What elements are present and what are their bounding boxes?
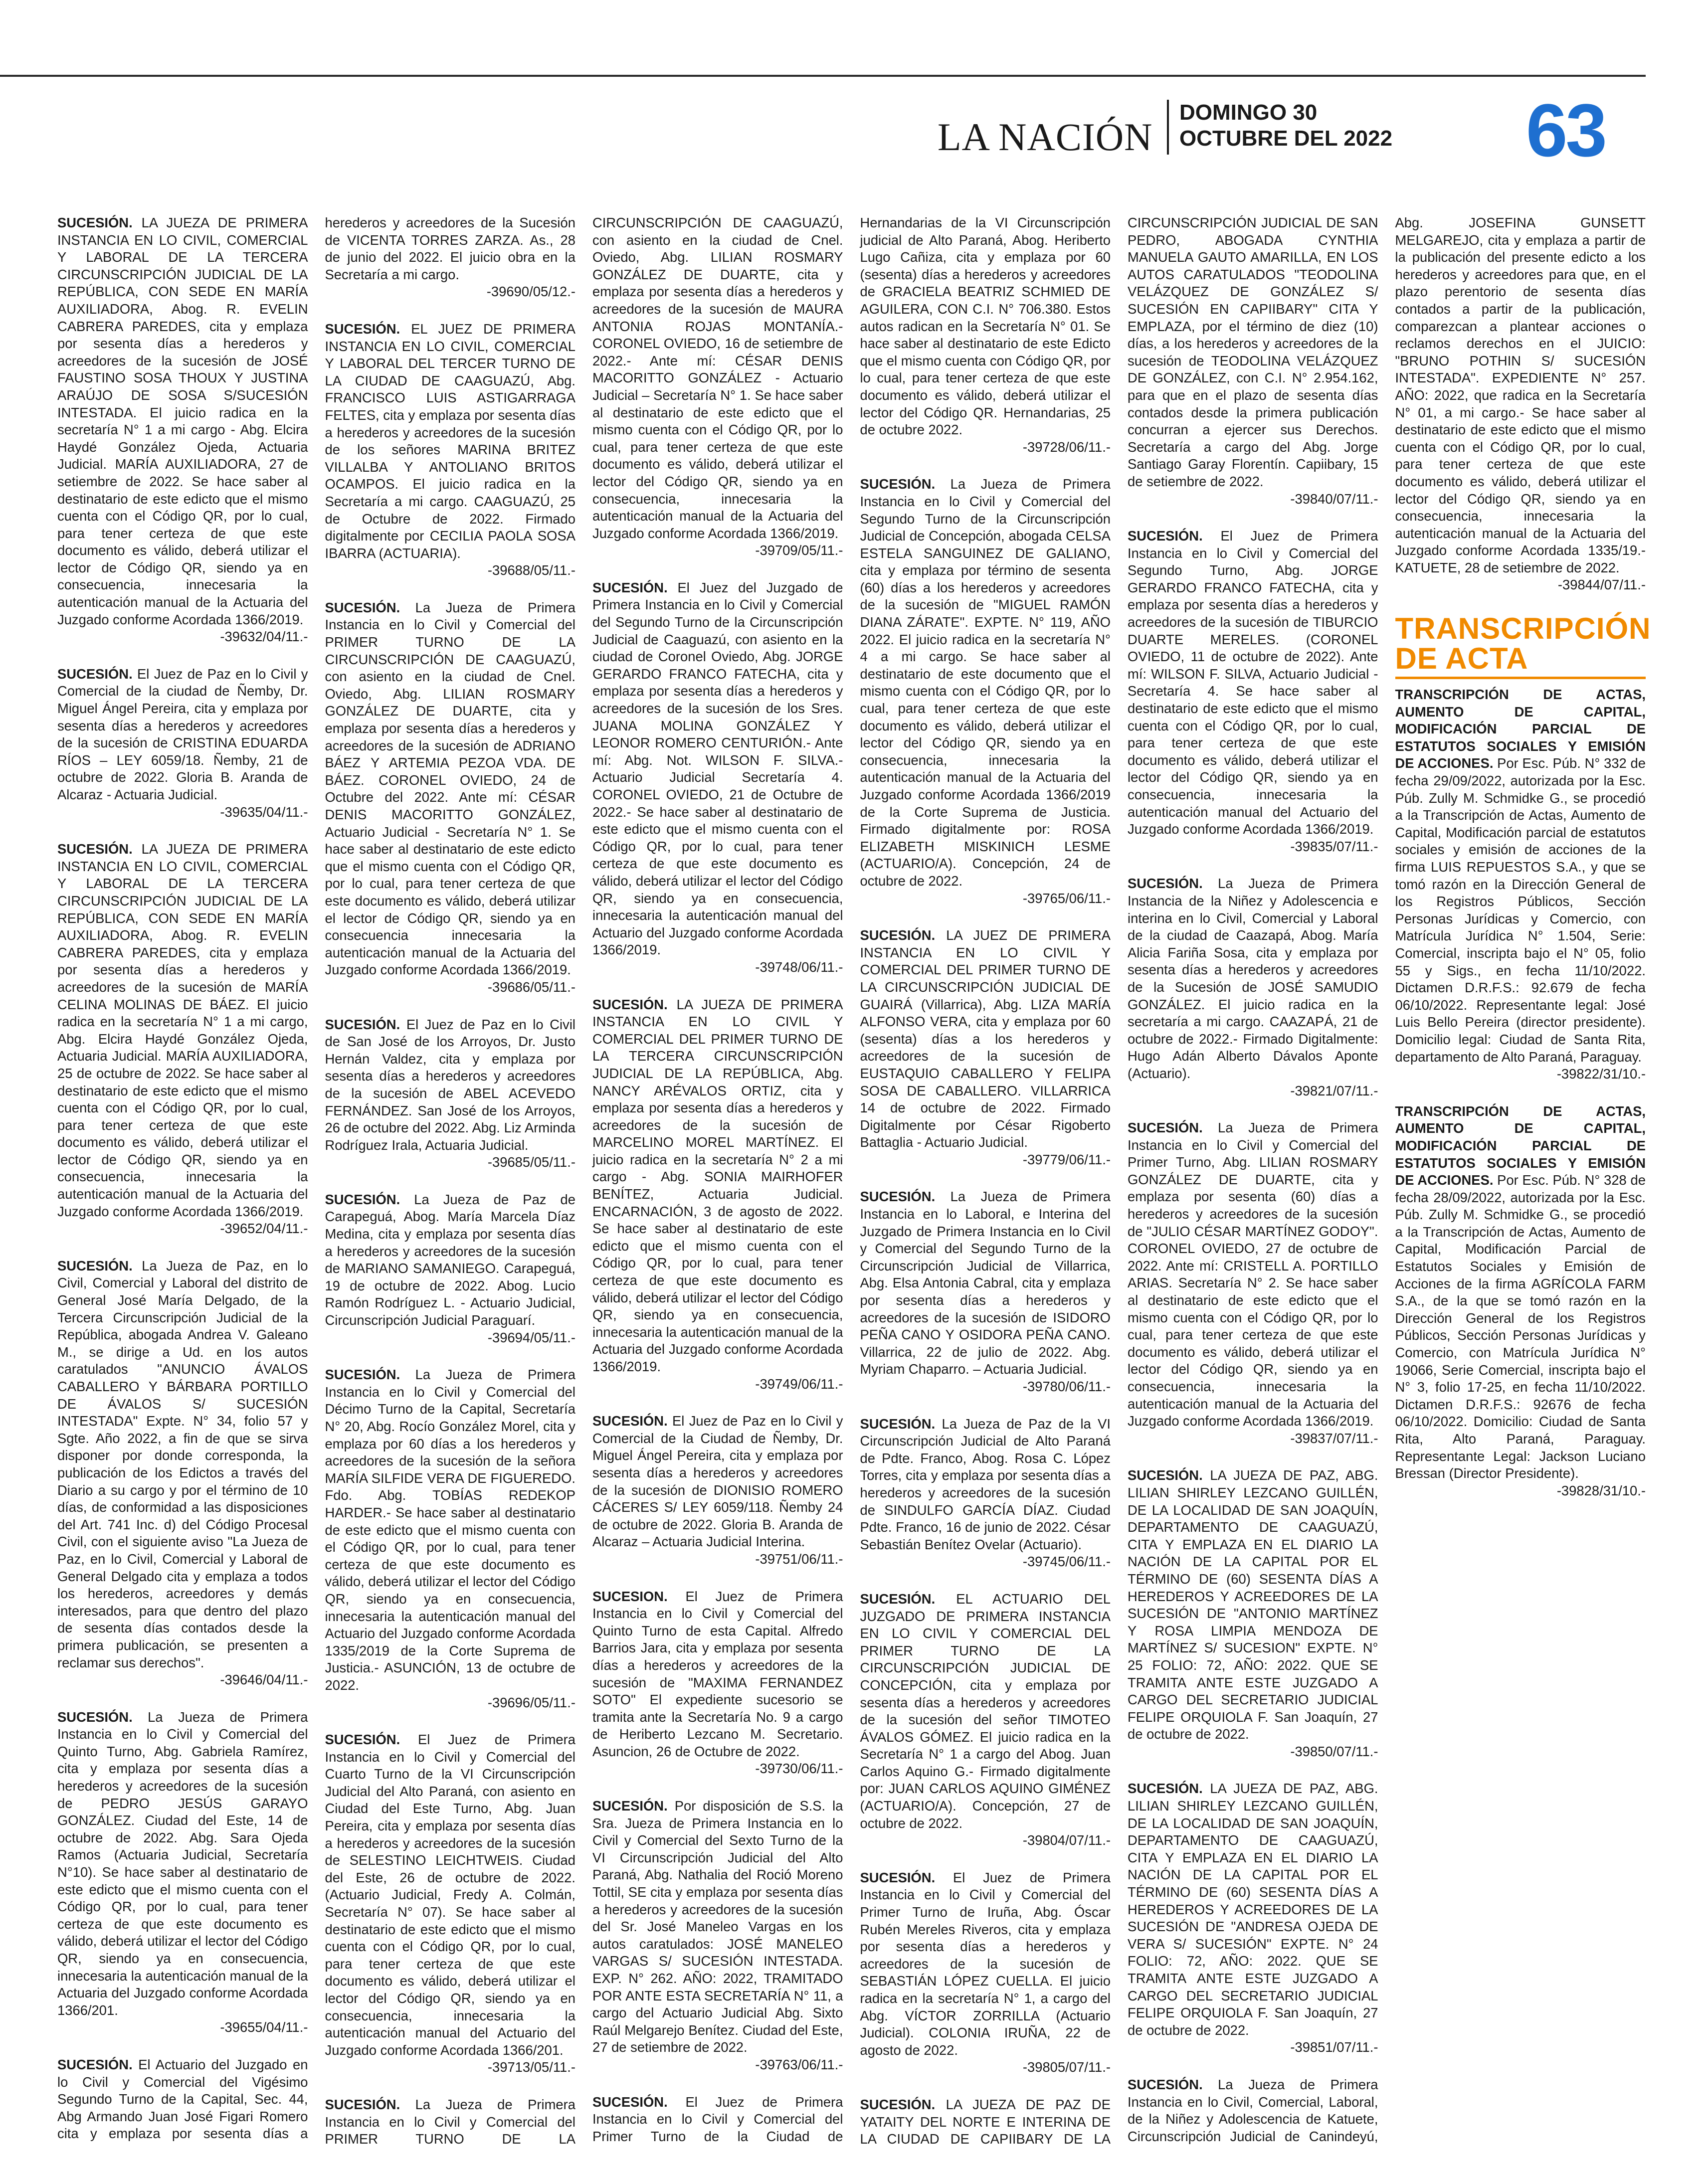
- notice-reference: -39837/07/11.-: [1290, 1430, 1378, 1446]
- notice-body: Por disposición de S.S. la Sra. Jueza de Primera Instancia en lo Civil y Comercial del Sexto Turno de la VI Circunscripción Judicial del Alto Paraná, Abg. Nathalia del Roció Moreno Tottil, SE cita y emplaza por sesenta días a herederos y acreedores de la sucesión del Sr. José Maneleo Vargas en los autos caratulados: JOSÉ MANELEO VARGAS S/ SUCESIÓN INTESTADA. EXP. N° 262. AÑO: 2022, TRAMITADO POR ANTE ESTA SECRETARÍA N° 11, a cargo del Actuario Judicial Abg. Sixto Raúl Melgarejo Benítez. Ciudad del Este, 27 de setiembre de 2022.: [592, 1798, 843, 2055]
- notice-reference: -39632/04/11.-: [220, 629, 308, 645]
- date-block: [1179, 100, 1392, 152]
- notice-body: LA JUEZ DE PRIMERA INSTANCIA EN LO CIVIL Y COMERCIAL DEL PRIMER TURNO DE LA CIRCUNSCRIPCIÓN JUDICIAL DE GUAIRÁ (Villarrica), Abg. LIZA MARÍA ALFONSO VERA, cita y emplaza por 60 (sesenta) días a los herederos y acreedores de la sucesión de EUSTAQUIO CABALLERO Y FELIPA SOSA DE CABALLERO. VILLARRICA 14 de octubre de 2022. Firmado Digitalmente por César Rigoberto Battaglia - Actuario Judicial.: [860, 927, 1111, 1150]
- notice-body: EL JUEZ DE PRIMERA INSTANCIA EN LO CIVIL, COMERCIAL Y LABORAL DEL TERCER TURNO DE LA CIUDAD DE CAAGUAZÚ, Abg. FRANCISCO LUIS ASTIGARRAGA FELTES, cita y emplaza por sesenta días a herederos y acreedores de la sucesión de los señores MARINA BRITEZ VILLALBA Y ANTOLIANO BRITOS OCAMPOS. El juicio radica en la Secretaría a mi cargo. CAAGUAZÚ, 25 de Octubre de 2022. Firmado digitalmente por CECILIA PAOLA SOSA IBARRA (ACTUARIA).: [325, 321, 575, 561]
- notice-reference: -39730/06/11.-: [755, 1761, 843, 1777]
- notice-body: La Jueza de Primera Instancia en lo Civil y Comercial del Quinto Turno, Abg. Gabriela Ramírez, cita y emplaza por sesenta días a herederos y acreedores de la sucesión de PEDRO JESÚS GARAYO GONZÁLEZ. Ciudad del Este, 14 de octubre de 2022. Abg. Sara Ojeda Ramos (Actuaria Judicial, Secretaría N°10). Se hace saber al destinatario de este edicto que el mismo cuenta con el Código QR, por lo cual, para tener certeza de que este documento es válido, deberá utilizar el lector del Código QR, siendo ya en consecuencia, innecesaria la autenticación manual de la Actuaria del Juzgado conforme Acordada 1366/201.: [57, 1709, 308, 2018]
- page-number: 63: [1526, 88, 1605, 172]
- notices-notice: [57, 1258, 308, 1689]
- page-header: [938, 88, 1651, 172]
- notice-heading: SUCESIÓN.: [57, 215, 133, 230]
- notice-heading: SUCESIÓN.: [860, 1591, 936, 1607]
- notice-heading: SUCESIÓN.: [860, 1869, 936, 1885]
- notice-heading: SUCESIÓN.: [57, 841, 133, 857]
- notices-notice: [592, 996, 843, 1393]
- notice-body: El Juez de Primera Instancia en lo Civil y Comercial del Cuarto Turno de la VI Circunscripción Judicial del Alto Paraná, con asiento en Ciudad del Este Turno, Abg. Juan Pereira, cita y emplaza por sesenta días a herederos y acreedores de la sucesión de SELESTINO LEICHTWEIS. Ciudad del Este, 26 de octubre de 2022. (Actuario Judicial, Fredy A. Colmán, Secretaría N° 07). Se hace saber al destinatario de este edicto que el mismo cuenta con el Código QR, por lo cual, para tener certeza de que este documento es válido, deberá utilizar el lector del Código QR, siendo ya en consecuencia, innecesaria la autenticación manual del Actuario del Juzgado conforme Acordada 1366/201.: [325, 1732, 575, 2058]
- notice-body: La Jueza de Primera Instancia de la Niñez y Adolescencia e interina en lo Civil, Comercial y Laboral de la ciudad de Caazapá, Abog. María Alicia Fariña Sosa, cita y emplaza por sesenta días a herederos y acreedores de la Sucesión de JOSÉ SAMUDIO GONZÁLEZ. El juicio radica en la secretaría a mi cargo. CAAZAPÁ, 21 de octubre de 2022.- Firmado Digitalmente: Hugo Adán Alberto Dávalos Aponte (Actuario).: [1128, 876, 1378, 1081]
- notice-reference: -39828/31/10.-: [1556, 1482, 1646, 1498]
- notice-heading: SUCESIÓN.: [592, 579, 668, 595]
- notices-notice: [592, 1798, 843, 2074]
- notice-heading: SUCESIÓN.: [592, 2094, 668, 2110]
- notice-reference: -39804/07/11.-: [1022, 1832, 1111, 1848]
- notice-reference: -39822/31/10.-: [1556, 1066, 1646, 1082]
- notice-heading: SUCESIÓN.: [57, 1258, 133, 1273]
- notice-heading: SUCESIÓN.: [1128, 2076, 1203, 2092]
- notice-body: La Jueza de Paz de Carapeguá, Abog. María Marcela Díaz Medina, cita y emplaza por sesenta días a herederos y acreedores de la sucesión de MARIANO SAMANIEGO. Carapeguá, 19 de octubre de 2022. Abog. Lucio Ramón Rodríguez L. - Actuario Judicial, Circunscripción Judicial Paraguarí.: [325, 1191, 575, 1328]
- notice-body: El Juez de Primera Instancia en lo Civil y Comercial del Primer Turno de la Ciudad de Hernandarias de la VI Circunscripción judicial de Alto Paraná, Abog. Heriberto Lugo Cañiza, cita y emplaza por 60 (sesenta) días a herederos y acreedores de GRACIELA BEATRIZ SCHMIED DE AGUILERA, CON C.I. N° 706.380. Estos autos radican en la Secretaría N° 01. Se hace saber al destinatario de este Edicto que el mismo cuenta con Código QR, por lo cual, para tener certeza de que este documento es válido, deberá utilizar el lector del Código QR. Hernandarias, 25 de octubre 2022.: [592, 215, 1111, 2144]
- notices-notice: [860, 1416, 1111, 1571]
- notice-reference: -39688/05/11.-: [487, 562, 575, 578]
- notice-heading: SUCESIÓN.: [860, 2096, 936, 2112]
- notice-reference: -39686/05/11.-: [487, 979, 575, 995]
- notice-body: LA JUEZA DE PRIMERA INSTANCIA EN LO CIVIL, COMERCIAL Y LABORAL DE LA TERCERA CIRCUNSCRIPCIÓN JUDICIAL DE LA REPÚBLICA, CON SEDE EN MARÍA AUXILIADORA, Abog. R. EVELIN CABRERA PAREDES, cita y emplaza por sesenta días a herederos y acreedores de la sucesión de JOSÉ FAUSTINO SOSA THOUX Y JUSTINA ARAÚJO DE SOSA S/SUCESIÓN INTESTADA. El juicio radica en la secretaría N° 1 a mi cargo - Abg. Elcira Haydé González Ojeda, Actuaria Judicial. MARÍA AUXILIADORA, 27 de setiembre de 2022. Se hace saber al destinatario de este edicto que el mismo cuenta con el Código QR, por lo cual, para tener certeza de que este documento es válido, deberá utilizar el lector de Código QR, siendo ya en consecuencia, innecesaria la autenticación manual de la Actuaria del Juzgado conforme Acordada 1366/2019.: [57, 215, 308, 627]
- notices-notice: [1128, 875, 1378, 1099]
- notice-reference: -39751/06/11.-: [755, 1551, 843, 1567]
- notices-notice: [860, 1869, 1111, 2076]
- notices-notice: [325, 1366, 576, 1711]
- notice-heading: SUCESIÓN.: [325, 1016, 400, 1032]
- notice-reference: -39696/05/11.-: [487, 1694, 575, 1710]
- notice-heading: SUCESIÓN.: [1128, 876, 1203, 892]
- notice-reference: -39850/07/11.-: [1290, 1743, 1378, 1759]
- notices-notice: [325, 1191, 576, 1346]
- notice-heading: SUCESIÓN.: [325, 1732, 400, 1748]
- notice-reference: -39690/05/12.-: [486, 284, 575, 300]
- notice-reference: -39765/06/11.-: [1022, 890, 1111, 906]
- notice-reference: -39835/07/11.-: [1290, 838, 1378, 854]
- notice-heading: SUCESIÓN.: [57, 1709, 133, 1725]
- notices-notice: [860, 1188, 1111, 1395]
- notice-reference: -39851/07/11.-: [1290, 2039, 1378, 2055]
- notice-heading: TRANSCRIPCIÓN DE ACTAS, AUMENTO DE CAPITAL, MODIFICACIÓN PARCIAL DE ESTATUTOS SOCIALES Y EMISIÓN DE ACCIONES.: [1395, 687, 1646, 771]
- actas-notice: [1395, 1103, 1646, 1500]
- notices-notice: [325, 599, 576, 996]
- notice-body: EL ACTUARIO DEL JUZGADO DE PRIMERA INSTANCIA EN LO CIVIL Y COMERCIAL DEL PRIMER TURNO DE LA CIRCUNSCRIPCIÓN JUDICIAL DE CONCEPCIÓN, cita y emplaza por sesenta días a herederos y acreedores de la sucesión del señor TIMOTEO ÁVALOS GÓMEZ. El juicio radica en la Secretaría N° 1 a cargo del Abog. Juan Carlos Aquino G.- Firmado digitalmente por: JUAN CARLOS AQUINO GIMÉNEZ (ACTUARIO/A). Concepción, 27 de octubre de 2022.: [860, 1591, 1111, 1831]
- notice-heading: SUCESIÓN.: [325, 1191, 400, 1207]
- notices-notice: [325, 321, 576, 579]
- notice-body: El Juez de Primera Instancia en lo Civil y Comercial del Segundo Turno, Abg. JORGE GERARDO FRANCO FATECHA, cita y emplaza por sesenta días a herederos y acreedores de la sucesión de TIBURCIO DUARTE MERELES. (CORONEL OVIEDO, 11 de octubre de 2022). Ante mí: WILSON F. SILVA, Actuario Judicial - Secretaría 4. Se hace saber al destinatario de este edicto que el mismo cuenta con el Código QR, por lo cual, para tener certeza de que este documento es válido, deberá utilizar el lector del Código QR, siendo ya en consecuencia, innecesaria la autenticación manual del Actuario del Juzgado conforme Acordada 1366/2019.: [1128, 528, 1378, 837]
- notice-body: LA JUEZA DE PAZ, ABG. LILIAN SHIRLEY LEZCANO GUILLÉN, DE LA LOCALIDAD DE SAN JOAQUÍN, DEPARTAMENTO DE CAAGUAZÚ, CITA Y EMPLAZA EN EL DIARIO LA NACIÓN DE LA CAPITAL POR EL TÉRMINO DE (60) SESENTA DÍAS A HEREDEROS Y ACREEDORES DE LA SUCESIÓN DE "ANDRESA OJEDA DE VERA S/ SUCESIÓN" EXPTE. N° 24 FOLIO: 72, AÑO: 2022. QUE SE TRAMITA ANTE ESTE JUZGADO A CARGO DEL SECRETARIO JUDICIAL FELIPE ORQUIOLA F. San Joaquín, 27 de octubre de 2022.: [1128, 1781, 1378, 2038]
- notice-reference: -39844/07/11.-: [1557, 577, 1646, 593]
- notices-notice: [592, 1413, 843, 1568]
- notices-notice: [1128, 528, 1378, 855]
- notices-notice: [57, 841, 308, 1238]
- notice-body: El Juez de Primera Instancia en lo Civil y Comercial del Quinto Turno de esta Capital. Alfredo Barrios Jara, cita y emplaza por sesenta días a herederos y acreedores de la sucesión de "MAXIMA FERNANDEZ SOTO" El expediente sucesorio se tramita ante la Secretaría No. 9 a cargo de Heriberto Lezcano M. Secretario. Asuncion, 26 de Octubre de 2022.: [592, 1588, 843, 1759]
- notice-heading: SUCESIÓN.: [592, 996, 668, 1012]
- notice-heading: SUCESION.: [592, 1588, 668, 1604]
- notices-notice: [57, 1709, 308, 2036]
- notice-body: El Actuario del Juzgado en lo Civil y Comercial del Vigésimo Segundo Turno de la Capital, Sec. 44, Abg Armando Juan José Figari Romero cita y emplaza por sesenta días a herederos y acreedores de la Sucesión de VICENTA TORRES ZARZA. As., 28 de junio del 2022. El juicio obra en la Secretaría a mi cargo.: [57, 215, 575, 2142]
- notice-body: La Jueza de Primera Instancia en lo Civil y Comercial del PRIMER TURNO DE LA CIRCUNSCRIPCIÓN DE CAAGUAZÚ, con asiento en la ciudad de Cnel. Oviedo, Abg. LILIAN ROSMARY GONZÁLEZ DE DUARTE, cita y emplaza por sesenta días a herederos y acreedores de la sucesión de ADRIANO BÁEZ Y ARTEMIA PEZOA VDA. DE BÁEZ. CORONEL OVIEDO, 24 de Octubre del 2022. Ante mí: CÉSAR DENIS MACORITTO GONZÁLEZ, Actuario Judicial - Secretaría N° 1. Se hace saber al destinatario de este edicto que el mismo cuenta con el Código QR, por lo cual, para tener certeza de que este documento es válido, deberá utilizar el lector de Código QR, siendo ya en consecuencia innecesaria la autenticación manual de la Actuaria del Juzgado conforme Acordada 1366/2019.: [325, 599, 575, 978]
- notice-body: El Juez de Paz en lo Civil y Comercial de la Ciudad de Ñemby, Dr. Miguel Ángel Pereira, cita y emplaza por sesenta días a herederos y acreedores de la sucesión de DIONISIO ROMERO CÁCERES S/ LEY 6059/118. Ñemby 24 de octubre de 2022. Gloria B. Aranda de Alcaraz – Actuaria Judicial Interina.: [592, 1413, 843, 1550]
- notice-reference: -39646/04/11.-: [220, 1672, 308, 1688]
- header-rule: [0, 75, 1646, 77]
- notices-notice: [325, 1731, 576, 2076]
- classifieds-columns: [57, 214, 1651, 2159]
- section-title: TRANSCRIPCIÓN DE ACTA: [1395, 614, 1646, 679]
- notice-heading: SUCESIÓN.: [57, 666, 133, 682]
- notice-heading: SUCESIÓN.: [325, 321, 400, 337]
- notices-notice: [1128, 1467, 1378, 1760]
- notices-notice: [1128, 1119, 1378, 1447]
- notice-reference: -39685/05/11.-: [487, 1154, 575, 1170]
- notice-reference: -39763/06/11.-: [755, 2056, 843, 2072]
- date-line-2: OCTUBRE DEL 2022: [1179, 126, 1393, 151]
- notice-body: LA JUEZA DE PRIMERA INSTANCIA EN LO CIVIL Y COMERCIAL DEL PRIMER TURNO DE LA TERCERA CIRCUNSCRIPCIÓN JUDICIAL DE LA REPÚBLICA, Abg. NANCY ARÉVALOS ORTIZ, cita y emplaza por sesenta días a herederos y acreedores de la sucesión de MARCELINO MOREL MARTÍNEZ. El juicio radica en la secretaría N° 2 a mi cargo - Abg. SONIA MAIRHOFER BENÍTEZ, Actuaria Judicial. ENCARNACIÓN, 3 de agosto de 2022. Se hace saber al destinatario de este edicto que el mismo cuenta con el Código QR, por lo cual, para tener certeza de que este documento es válido, deberá utilizar el lector del Código QR, siendo ya en consecuencia, innecesaria la autenticación manual de la Actuaria del Juzgado conforme Acordada 1366/2019.: [592, 996, 843, 1374]
- notice-body: La Jueza de Primera Instancia en lo Civil y Comercial del Primer Turno, Abg. LILIAN ROSMARY GONZÁLEZ DE DUARTE, cita y emplaza por sesenta (60) días a herederos y acreedores de la sucesión de "JULIO CÉSAR MARTÍNEZ GODOY". CORONEL OVIEDO, 27 de octubre de 2022. Ante mí: CRISTELL A. PORTILLO ARIAS. Secretaría N° 2. Se hace saber al destinatario de este edicto que el mismo cuenta con el Código QR, por lo cual, para tener certeza de que este documento es válido, deberá utilizar el lector del Código QR, siendo ya en consecuencia, innecesaria la autenticación manual de la Actuaria del Juzgado conforme Acordada 1366/2019.: [1128, 1120, 1378, 1429]
- notice-body: La Jueza de Paz, en lo Civil, Comercial y Laboral del distrito de General José María Delgado, de la Tercera Circunscripción Judicial de la República, abogada Andrea V. Galeano M., se dirige a Ud. en los autos caratulados "ANUNCIO ÁVALOS CABALLERO Y BÁRBARA PORTILLO DE ÁVALOS S/ SUCESIÓN INTESTADA" Expte. N° 34, folio 57 y Sgte. Año 2022, a fin de que se sirva disponer por donde corresponda, la publicación de los Edictos a través del Diario a su cargo y por el término de 10 días, de conformidad a las disposiciones del Art. 741 Inc. d) del Código Procesal Civil, con el siguiente aviso "La Jueza de Paz, en lo Civil, Comercial y Laboral de General Delgado cita y emplaza a todos los herederos, acreedores y demás interesados, para que dentro del plazo de sesenta días contados desde la primera publicación, se presenten a reclamar sus derechos".: [57, 1258, 308, 1670]
- notice-reference: -39635/04/11.-: [220, 804, 308, 820]
- notices-notice: [57, 666, 308, 821]
- notice-heading: SUCESIÓN.: [1128, 528, 1203, 544]
- header-divider: [1167, 100, 1169, 155]
- masthead: LA NACIÓN: [938, 115, 1153, 159]
- actas-notice: [1395, 686, 1646, 1083]
- notice-heading: TRANSCRIPCIÓN DE ACTAS, AUMENTO DE CAPITAL, MODIFICACIÓN PARCIAL DE ESTATUTOS SOCIALES Y EMISIÓN DE ACCIONES.: [1395, 1103, 1646, 1188]
- notice-reference: -39749/06/11.-: [755, 1376, 843, 1392]
- notice-heading: SUCESIÓN.: [325, 599, 400, 615]
- notices-notice: [860, 476, 1111, 907]
- notice-reference: -39655/04/11.-: [220, 2019, 308, 2035]
- notice-body: La Jueza de Primera Instancia en lo Laboral, e Interina del Juzgado de Primera Instancia en lo Civil y Comercial del Segundo Turno de la Circunscripción Judicial de Villarrica, Abg. Elsa Antonia Cabral, cita y emplaza por sesenta días a herederos y acreedores de la sucesión de ISIDORO PEÑA CANO Y OSIDORA PEÑA CANO. Villarrica, 22 de julio de 2022. Abg. Myriam Chaparro. – Actuaria Judicial.: [860, 1189, 1111, 1377]
- notice-heading: SUCESIÓN.: [860, 476, 936, 492]
- notice-reference: -39652/04/11.-: [220, 1221, 308, 1237]
- date-line-1: DOMINGO 30: [1179, 100, 1318, 125]
- notice-body: La Jueza de Primera Instancia en lo Civil, Comercial, Laboral, de la Niñez y Adolescencia de Katuete, Circunscripción Judicial de Canindeyú, Abg. JOSEFINA GUNSETT MELGAREJO, cita y emplaza a partir de la publicación del presente edicto a los herederos y acreedores para que, en el plazo perentorio de sesenta días contados a partir de la publicación, comparezcan a plantear acciones o reclamos derechos en el JUICIO: "BRUNO POTHIN S/ SUCESIÓN INTESTADA". EXPEDIENTE N° 257. AÑO: 2022, que radica en la Secretaría N° 01, a mi cargo.- Se hace saber al destinatario de este edicto que el mismo cuenta con el Código QR, por lo cual, para tener certeza de que este documento es válido, deberá utilizar el lector del Código QR, siendo ya en consecuencia, innecesaria la autenticación manual de la Actuaria del Juzgado conforme Acordada 1335/19.- KATUETE, 28 de setiembre de 2022.: [1128, 215, 1646, 2144]
- notices-notice: [860, 1591, 1111, 1849]
- notice-body: LA JUEZA DE PAZ DE YATAITY DEL NORTE E INTERINA DE LA CIUDAD DE CAPIIBARY DE LA CIRCUNSCRIPCIÓN JUDICIAL DE SAN PEDRO, ABOGADA CYNTHIA MANUELA GAUTO AMARILLA, EN LOS AUTOS CARATULADOS "TEODOLINA VELÁZQUEZ DE GONZÁLEZ S/ SUCESIÓN EN CAPIIBARY" CITA Y EMPLAZA, por el término de diez (10) días, a los herederos y acreedores de la sucesión de TEODOLINA VELÁZQUEZ DE GONZÁLEZ, con C.I. N° 2.954.162, para que en el plazo de sesenta días contados desde la primera publicación concurran a ejercer sus Derechos. Secretaría a cargo del Abg. Jorge Santiago Garay Florentín. Capiibary, 15 de setiembre de 2022.: [860, 215, 1378, 2147]
- notice-body: El Juez de Primera Instancia en lo Civil y Comercial del Primer Turno de Iruña, Abg. Óscar Rubén Mereles Riveros, cita y emplaza por sesenta días a herederos y acreedores de la sucesión de SEBASTIÁN LÓPEZ CUELLA. El juicio radica en la secretaría N° 1, a cargo del Abg. VÍCTOR ZORRILLA (Actuario Judicial). COLONIA IRUÑA, 22 de agosto de 2022.: [860, 1869, 1111, 2058]
- notice-heading: SUCESIÓN.: [1128, 1120, 1203, 1136]
- notice-heading: SUCESIÓN.: [57, 2056, 133, 2072]
- notices-notice: [1128, 1780, 1378, 2056]
- notice-reference: -39779/06/11.-: [1022, 1151, 1111, 1167]
- notice-reference: -39745/06/11.-: [1022, 1554, 1111, 1570]
- notice-body: La Jueza de Primera Instancia en lo Civil y Comercial del Segundo Turno de la Circunscripción Judicial de Concepción, abogada CELSA ESTELA SANGUINEZ DE GALIANO, cita y emplaza por término de sesenta (60) días a los herederos y acreedores de la sucesión de "MIGUEL RAMÓN DIANA ZÁRATE". EXPTE. N° 119, AÑO 2022. El juicio radica en la secretaría N° 4 a mi cargo. Se hace saber al destinatario de este documento que el mismo cuenta con el Código QR, por lo cual, para tener certeza de que este documento es válido, deberá utilizar el lector del Código QR, siendo ya en consecuencia, innecesaria la autenticación manual de la Actuaria del Juzgado conforme Acordada 1366/2019 de la Corte Suprema de Justicia. Firmado digitalmente por: ROSA ELIZABETH MISKINICH LESME (ACTUARIO/A). Concepción, 24 de octubre de 2022.: [860, 476, 1111, 889]
- notice-body: La Jueza de Paz de la VI Circunscripción Judicial de Alto Paraná de Pdte. Franco, Abog. Rosa C. López Torres, cita y emplaza por sesenta días a herederos y acreedores de la sucesión de SINDULFO GARCÍA DÍAZ. Ciudad Pdte. Franco, 16 de junio de 2022. César Sebastián Benítez Ovelar (Actuario).: [860, 1416, 1111, 1552]
- notice-heading: SUCESIÓN.: [592, 1413, 668, 1429]
- notices-notice: [325, 1016, 576, 1171]
- notice-heading: SUCESIÓN.: [860, 1416, 936, 1432]
- notice-reference: -39709/05/11.-: [755, 543, 843, 558]
- notice-body: El Juez del Juzgado de Primera Instancia en lo Civil y Comercial del Segundo Turno de la Circunscripción Judicial de Caaguazú, con asiento en la ciudad de Coronel Oviedo, Abg. JORGE GERARDO FRANCO FATECHA, cita y emplaza por sesenta días a herederos y acreedores de la sucesión de los Sres. JUANA MOLINA GONZÁLEZ Y LEONOR ROMERO CENTURIÓN.- Ante mí: Abg. Not. WILSON F. SILVA.- Actuario Judicial Secretaría 4. CORONEL OVIEDO, 21 de Octubre de 2022.- Se hace saber al destinatario de este edicto que el mismo cuenta con el Código QR, por lo cual, para tener certeza de que este documento es válido, deberá utilizar el lector del Código QR, siendo ya en consecuencia, innecesaria la autenticación manual del Actuario del Juzgado conforme Acordada 1366/2019.: [592, 579, 843, 958]
- notice-heading: SUCESIÓN.: [1128, 1467, 1203, 1483]
- notice-body: LA JUEZA DE PRIMERA INSTANCIA EN LO CIVIL, COMERCIAL Y LABORAL DE LA TERCERA CIRCUNSCRIPCIÓN JUDICIAL DE LA REPÚBLICA, CON SEDE EN MARÍA AUXILIADORA, Abog. R. EVELIN CABRERA PAREDES, cita y emplaza por sesenta días a herederos y acreedores de la sucesión de MARÍA CELINA MOLINAS DE BÁEZ. El juicio radica en la secretaría N° 1 a mi cargo, Abg. Elcira Haydé González Ojeda, Actuaria Judicial. MARÍA AUXILIADORA, 25 de octubre de 2022. Se hace saber al destinatario de este edicto que el mismo cuenta con el Código QR, por lo cual, para tener certeza de que este documento es válido, deberá utilizar el lector de Código QR, siendo ya en consecuencia, innecesaria la autenticación manual de la Actuaria del Juzgado conforme Acordada 1366/2019.: [57, 841, 308, 1219]
- notice-reference: -39780/06/11.-: [1022, 1379, 1111, 1394]
- notices-notice: [592, 1588, 843, 1778]
- notices-notice: [860, 927, 1111, 1168]
- notice-reference: -39713/05/11.-: [487, 2059, 575, 2075]
- notice-reference: -39728/06/11.-: [1022, 439, 1111, 455]
- notice-heading: SUCESIÓN.: [325, 1367, 400, 1383]
- notice-body: La Jueza de Primera Instancia en lo Civil y Comercial del Décimo Turno de la Capital, Secretaría N° 20, Abg. Rocío González Morel, cita y emplaza por 60 días a los herederos y acreedores de la sucesión de la señora MARÍA SILFIDE VERA DE FIGUEREDO. Fdo. Abg. TOBÍAS REDEKOP HARDER.- Se hace saber al destinatario de este edicto que el mismo cuenta con el Código QR, por lo cual, para tener certeza de que este documento es válido, deberá utilizar el lector del Código QR, siendo ya en consecuencia, innecesaria la autenticación manual del Actuario del Juzgado conforme Acordada 1335/2019 de la Corte Suprema de Justicia.- ASUNCIÓN, 13 de octubre de 2022.: [325, 1367, 575, 1693]
- notice-reference: -39694/05/11.-: [487, 1329, 575, 1345]
- notice-heading: SUCESIÓN.: [860, 1189, 936, 1205]
- notice-heading: SUCESIÓN.: [592, 1798, 668, 1814]
- notice-body: Por Esc. Púb. N° 332 de fecha 29/09/2022, autorizada por la Esc. Púb. Zully M. Schmidke G., se procedió a la Transcripción de Actas, Aumento de Capital, Modificación parcial de estatutos sociales y emisión de acciones de la firma LUIS REPUESTOS S.A., y que se tomó razón en la Dirección General de los Registros Públicos, Sección Personas Jurídicas y Comercio, con Matrícula Jurídica N° 1.504, Serie: Comercial, inscripta bajo el N° 05, folio 55 y Sigs., en fecha 11/10/2022. Dictamen D.R.F.S.: 92.679 de fecha 06/10/2022. Representante legal: José Luis Bello Pereira (director presidente). Domicilio legal: Ciudad de Santa Rita, departamento de Alto Paraná, Paraguay.: [1395, 755, 1646, 1065]
- notices-notice: [57, 214, 308, 646]
- notice-body: El Juez de Paz en lo Civil y Comercial de la ciudad de Ñemby, Dr. Miguel Ángel Pereira, cita y emplaza por sesenta días a herederos y acreedores de la sucesión de CRISTINA EDUARDA RÍOS – LEY 6059/18. Ñemby, 21 de octubre de 2022. Gloria B. Aranda de Alcaraz - Actuaria Judicial.: [57, 666, 308, 802]
- notice-reference: -39821/07/11.-: [1290, 1083, 1378, 1098]
- notice-body: Por Esc. Púb. N° 328 de fecha 28/09/2022, autorizada por la Esc. Púb. Zully M. Schmidke G., se procedió a la Transcripción de Actas, Aumento de Capital, Modificación Parcial de Estatutos Sociales y Emisión de Acciones de la firma AGRÍCOLA FARM S.A., de la que se tomó razón en la Dirección General de los Registros Públicos, Sección Personas Jurídicas y Comercio, con Matrícula Jurídica N° 19066, Serie Comercial, inscripta bajo el N° 3, folio 17-25, en fecha 11/10/2022. Dictamen D.R.F.S.: 92676 de fecha 06/10/2022. Domicilio: Ciudad de Santa Rita, Alto Paraná, Paraguay. Representante Legal: Jackson Luciano Bressan (Director Presidente).: [1395, 1172, 1646, 1481]
- notice-heading: SUCESIÓN.: [860, 927, 936, 943]
- notice-heading: SUCESIÓN.: [325, 2096, 400, 2112]
- notice-body: La Jueza de Primera Instancia en lo Civil y Comercial del PRIMER TURNO DE LA CIRCUNSCRIPCIÓN DE CAAGUAZÚ, con asiento en la ciudad de Cnel. Oviedo, Abg. LILIAN ROSMARY GONZÁLEZ DE DUARTE, cita y emplaza por sesenta días a herederos y acreedores de la sucesión de MAURA ANTONIA ROJAS MONTANÍA.- CORONEL OVIEDO, 16 de setiembre de 2022.- Ante mí: CÉSAR DENIS MACORITTO GONZÁLEZ - Actuario Judicial – Secretaría N° 1. Se hace saber al destinatario de este edicto que el mismo cuenta con el Código QR, por lo cual, para tener certeza de que este documento es válido, deberá utilizar el lector del Código QR, siendo ya en consecuencia, innecesaria la autenticación manual de la Actuaria del Juzgado conforme Acordada 1366/2019.: [325, 215, 843, 2147]
- notice-heading: SUCESIÓN.: [1128, 1781, 1203, 1797]
- notice-body: LA JUEZA DE PAZ, ABG. LILIAN SHIRLEY LEZCANO GUILLÉN, DE LA LOCALIDAD DE SAN JOAQUÍN, DEPARTAMENTO DE CAAGUAZÚ, CITA Y EMPLAZA EN EL DIARIO LA NACIÓN DE LA CAPITAL POR EL TÉRMINO DE (60) SESENTA DÍAS A HEREDEROS Y ACREEDORES DE LA SUCESIÓN DE "ANTONIO MARTÍNEZ Y ROSA LIMPIA MENDOZA DE MARTÍNEZ S/ SUCESION" EXPTE. N° 25 FOLIO: 72, AÑO: 2022. QUE SE TRAMITA ANTE ESTE JUZGADO A CARGO DEL SECRETARIO JUDICIAL FELIPE ORQUIOLA F. San Joaquín, 27 de octubre de 2022.: [1128, 1467, 1378, 1742]
- notice-body: El Juez de Paz en lo Civil de San José de los Arroyos, Dr. Justo Hernán Valdez, cita y emplaza por sesenta días a herederos y acreedores de la sucesión de ABEL ACEVEDO FERNÁNDEZ. San José de los Arroyos, 26 de octubre del 2022. Abg. Liz Arminda Rodríguez Irala, Actuaria Judicial.: [325, 1016, 575, 1153]
- notice-reference: -39840/07/11.-: [1290, 491, 1378, 507]
- notice-reference: -39805/07/11.-: [1022, 2059, 1111, 2075]
- notices-notice: [592, 579, 843, 976]
- notice-reference: -39748/06/11.-: [755, 959, 843, 975]
